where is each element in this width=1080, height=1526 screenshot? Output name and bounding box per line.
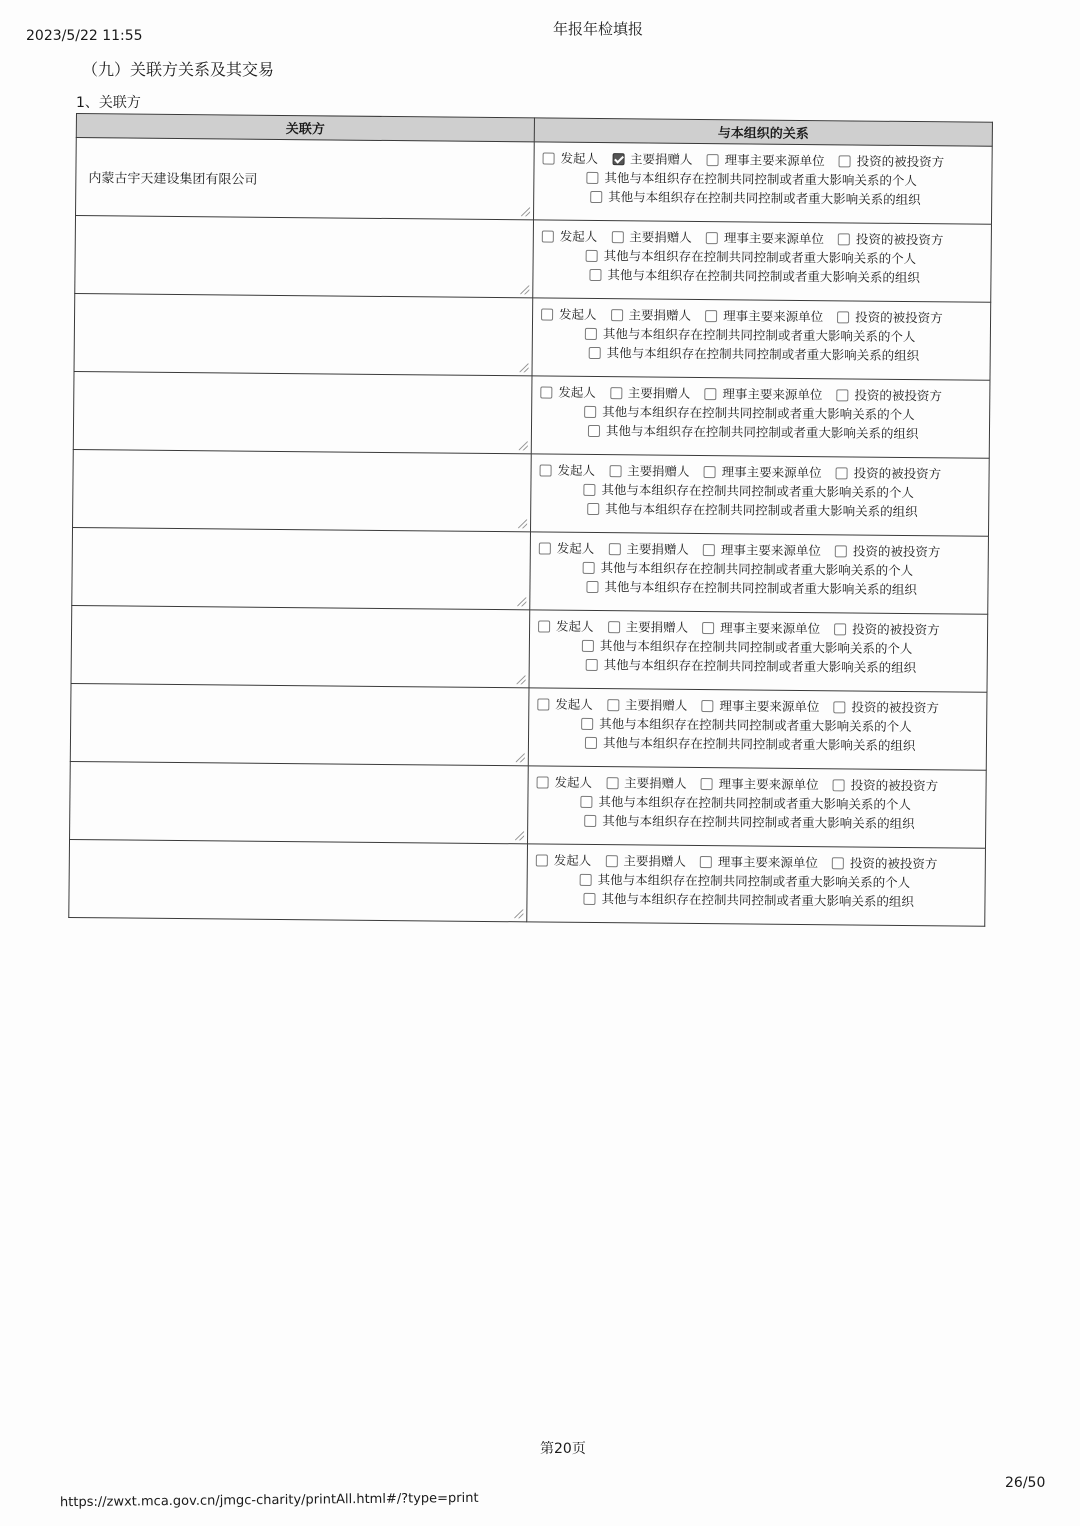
option-council-source[interactable] (705, 306, 823, 326)
option-label: 其他与本组织存在控制共同控制或者重大影响关系的组织 (606, 345, 920, 364)
checkbox-icon[interactable] (834, 623, 846, 635)
option-other-org[interactable] (590, 187, 921, 209)
relation-cell (532, 298, 991, 380)
option-other-org[interactable] (583, 889, 914, 911)
option-invested[interactable] (836, 385, 942, 405)
option-other-org[interactable] (585, 733, 916, 755)
checkbox-icon[interactable] (585, 736, 597, 748)
option-founder[interactable] (537, 694, 593, 714)
option-council-source[interactable] (700, 852, 818, 872)
option-label: 其他与本组织存在控制共同控制或者重大影响关系的个人 (599, 638, 913, 657)
option-label: 发起人 (554, 774, 593, 790)
option-founder[interactable] (542, 226, 598, 246)
option-label: 主要捐赠人 (630, 151, 693, 167)
table-row (70, 761, 987, 848)
option-founder[interactable] (538, 616, 594, 636)
option-label: 其他与本组织存在控制共同控制或者重大影响关系的组织 (607, 267, 921, 286)
table-row (71, 605, 988, 692)
checkbox-icon[interactable] (584, 405, 596, 417)
option-other-org[interactable] (586, 577, 917, 599)
checkbox-icon[interactable] (608, 621, 620, 633)
option-label: 理事主要来源单位 (722, 386, 823, 403)
resize-grip-icon[interactable] (516, 753, 525, 762)
option-label: 其他与本组织存在控制共同控制或者重大影响关系的组织 (605, 423, 919, 442)
resize-grip-icon[interactable] (520, 363, 529, 372)
related-party-name-cell[interactable] (75, 216, 534, 298)
option-label: 理事主要来源单位 (717, 854, 818, 871)
option-invested[interactable] (832, 853, 938, 873)
print-timestamp: 2023/5/22 11:55 (26, 28, 143, 44)
option-major-donor[interactable] (611, 305, 692, 325)
option-invested[interactable] (834, 619, 940, 639)
option-other-org[interactable] (584, 811, 915, 833)
option-label: 其他与本组织存在控制共同控制或者重大影响关系的组织 (604, 579, 918, 598)
table-row (73, 371, 990, 458)
checkbox-icon[interactable] (580, 873, 592, 885)
option-label: 发起人 (558, 384, 596, 401)
checkbox-icon[interactable] (539, 542, 551, 554)
column-header-party: 关联方 (76, 114, 534, 142)
checkbox-icon[interactable] (582, 639, 594, 651)
resize-grip-icon[interactable] (514, 909, 523, 918)
checkbox-icon[interactable] (583, 561, 595, 573)
option-major-donor[interactable] (610, 383, 691, 403)
checkbox-icon[interactable] (701, 778, 713, 790)
checkbox-icon[interactable] (540, 386, 552, 398)
option-invested[interactable] (839, 151, 945, 171)
related-party-name-cell[interactable] (73, 449, 532, 531)
option-major-donor[interactable] (608, 617, 689, 637)
checkbox-icon[interactable] (537, 698, 549, 710)
option-major-donor[interactable] (612, 149, 693, 169)
checkbox-icon[interactable] (538, 620, 550, 632)
page-number: 第20页 (540, 1441, 586, 1457)
related-party-name-cell[interactable] (76, 138, 535, 220)
option-council-source[interactable] (707, 150, 825, 170)
checkbox-icon[interactable] (611, 309, 623, 321)
resize-grip-icon[interactable] (521, 207, 530, 216)
option-major-donor[interactable] (608, 539, 689, 559)
related-party-name-cell[interactable] (69, 839, 528, 921)
table-row (76, 138, 993, 225)
option-label: 其他与本组织存在控制共同控制或者重大影响关系的个人 (602, 404, 915, 423)
option-label: 投资的被投资方 (850, 777, 939, 794)
option-label: 主要捐赠人 (625, 619, 689, 635)
checkbox-icon[interactable] (835, 545, 847, 557)
option-label: 其他与本组织存在控制共同控制或者重大影响关系的组织 (602, 813, 915, 832)
resize-grip-icon[interactable] (515, 831, 524, 840)
option-other-org[interactable] (589, 343, 920, 365)
related-party-name-cell[interactable] (71, 605, 530, 687)
checkbox-icon[interactable] (703, 544, 715, 556)
option-label: 其他与本组织存在控制共同控制或者重大影响关系的组织 (602, 735, 916, 754)
checkbox-icon[interactable] (587, 502, 599, 514)
option-invested[interactable] (833, 697, 939, 717)
checkbox-icon[interactable] (832, 857, 844, 869)
checkbox-icon[interactable] (704, 388, 716, 400)
option-other-org[interactable] (588, 421, 919, 443)
checkbox-icon[interactable] (707, 154, 719, 166)
option-invested[interactable] (837, 307, 943, 327)
option-invested[interactable] (833, 775, 939, 795)
option-label: 理事主要来源单位 (718, 776, 819, 793)
relation-cell (527, 844, 986, 926)
option-label: 投资的被投资方 (852, 621, 940, 638)
option-label: 投资的被投资方 (852, 543, 941, 560)
option-label: 发起人 (557, 462, 596, 478)
option-label: 其他与本组织存在控制共同控制或者重大影响关系的个人 (597, 872, 911, 891)
option-council-source[interactable] (706, 228, 824, 248)
option-label: 主要捐赠人 (628, 307, 692, 323)
option-label: 理事主要来源单位 (720, 620, 821, 637)
option-founder[interactable] (540, 460, 596, 480)
checkbox-icon[interactable] (586, 580, 598, 592)
section-title: （九）关联方关系及其交易 (82, 60, 275, 79)
option-invested[interactable] (836, 463, 942, 483)
checkbox-icon[interactable] (589, 346, 601, 358)
option-major-donor[interactable] (605, 851, 686, 871)
relation-cell (529, 610, 988, 692)
related-party-name-cell[interactable] (72, 527, 531, 609)
checkbox-icon[interactable] (838, 233, 850, 245)
checkbox-icon[interactable] (586, 658, 598, 670)
resize-grip-icon[interactable] (518, 519, 527, 528)
option-council-source[interactable] (701, 774, 819, 794)
related-party-table-wrapper (68, 113, 992, 946)
relation-cell (530, 532, 989, 614)
option-founder[interactable] (540, 382, 596, 402)
checkbox-icon[interactable] (606, 777, 618, 789)
relation-cell (528, 766, 987, 848)
table-row (74, 293, 991, 380)
option-label: 其他与本组织存在控制共同控制或者重大影响关系的个人 (601, 482, 914, 501)
resize-grip-icon[interactable] (517, 597, 526, 606)
resize-grip-icon[interactable] (520, 285, 529, 294)
option-label: 其他与本组织存在控制共同控制或者重大影响关系的个人 (603, 248, 917, 267)
option-major-donor[interactable] (607, 695, 688, 715)
option-label: 主要捐赠人 (623, 853, 686, 869)
table-row (75, 216, 992, 303)
option-other-org[interactable] (589, 265, 920, 287)
option-label: 投资的被投资方 (851, 699, 939, 716)
table-row (72, 527, 989, 614)
option-label: 其他与本组织存在控制共同控制或者重大影响关系的组织 (603, 657, 917, 676)
checkbox-icon[interactable] (700, 856, 712, 868)
related-party-name-cell[interactable] (74, 293, 533, 375)
relation-cell (531, 376, 990, 458)
option-invested[interactable] (838, 229, 944, 249)
checkbox-icon[interactable] (839, 155, 851, 167)
option-council-source[interactable] (704, 462, 822, 482)
option-invested[interactable] (835, 541, 941, 561)
checkbox-icon[interactable] (542, 230, 554, 242)
checkbox-checked-icon[interactable] (612, 153, 624, 165)
checkbox-icon[interactable] (585, 327, 597, 339)
option-founder[interactable] (537, 772, 593, 792)
checkbox-icon[interactable] (611, 231, 623, 243)
print-url: https://zwxt.mca.gov.cn/jmgc-charity/printAll.html#/?type=print (59, 1490, 479, 1511)
related-party-table (68, 113, 993, 927)
column-header-relation: 与本组织的关系 (534, 118, 992, 146)
relation-cell (531, 454, 990, 536)
option-label: 发起人 (560, 150, 599, 167)
option-label: 主要捐赠人 (627, 463, 690, 479)
option-label: 投资的被投资方 (855, 231, 944, 248)
checkbox-icon[interactable] (589, 268, 601, 280)
checkbox-icon[interactable] (706, 232, 718, 244)
print-page-count: 26/50 (1005, 1475, 1046, 1491)
option-council-source[interactable] (702, 618, 820, 638)
option-other-org[interactable] (586, 655, 917, 677)
checkbox-icon[interactable] (590, 190, 602, 202)
option-label: 主要捐赠人 (629, 229, 692, 245)
related-party-name: 内蒙古宇天建设集团有限公司 (88, 171, 258, 188)
checkbox-icon[interactable] (536, 854, 548, 866)
option-label: 其他与本组织存在控制共同控制或者重大影响关系的个人 (602, 326, 916, 345)
option-label: 投资的被投资方 (855, 309, 943, 326)
option-founder[interactable] (541, 304, 597, 324)
checkbox-icon[interactable] (609, 465, 621, 477)
option-major-donor[interactable] (606, 773, 687, 793)
subsection-title: 1、关联方 (76, 95, 141, 111)
checkbox-icon[interactable] (584, 814, 596, 826)
related-party-name-cell[interactable] (73, 371, 532, 453)
resize-grip-icon[interactable] (517, 675, 526, 684)
option-major-donor[interactable] (611, 227, 692, 247)
option-label: 主要捐赠人 (627, 385, 691, 401)
related-party-name-cell[interactable] (70, 761, 529, 843)
checkbox-icon[interactable] (583, 892, 595, 904)
relation-cell (533, 142, 992, 224)
checkbox-icon[interactable] (605, 855, 617, 867)
option-council-source[interactable] (703, 540, 821, 560)
option-label: 发起人 (559, 306, 597, 323)
checkbox-icon[interactable] (541, 308, 553, 320)
option-label: 理事主要来源单位 (720, 542, 821, 559)
relation-cell (528, 688, 987, 770)
option-label: 其他与本组织存在控制共同控制或者重大影响关系的个人 (604, 170, 917, 189)
table-body (69, 138, 992, 927)
checkbox-icon[interactable] (586, 249, 598, 261)
option-label: 理事主要来源单位 (723, 230, 824, 247)
checkbox-icon[interactable] (543, 152, 555, 164)
relation-cell (533, 220, 992, 302)
option-label: 理事主要来源单位 (719, 698, 820, 715)
checkbox-icon[interactable] (581, 717, 593, 729)
checkbox-icon[interactable] (583, 483, 595, 495)
checkbox-icon[interactable] (836, 467, 848, 479)
option-label: 主要捐赠人 (626, 541, 689, 557)
option-label: 其他与本组织存在控制共同控制或者重大影响关系的个人 (598, 794, 911, 813)
checkbox-icon[interactable] (588, 424, 600, 436)
table-row (70, 683, 987, 770)
option-label: 投资的被投资方 (849, 855, 938, 872)
checkbox-icon[interactable] (610, 387, 622, 399)
checkbox-icon[interactable] (540, 464, 552, 476)
option-founder[interactable] (539, 538, 595, 558)
checkbox-icon[interactable] (586, 171, 598, 183)
option-founder[interactable] (536, 850, 592, 870)
table-row (69, 839, 986, 926)
option-label: 其他与本组织存在控制共同控制或者重大影响关系的组织 (605, 501, 918, 520)
option-label: 其他与本组织存在控制共同控制或者重大影响关系的组织 (608, 189, 921, 208)
checkbox-icon[interactable] (704, 466, 716, 478)
option-label: 发起人 (556, 540, 595, 556)
option-label: 主要捐赠人 (624, 697, 688, 713)
option-council-source[interactable] (701, 696, 819, 716)
checkbox-icon[interactable] (580, 795, 592, 807)
option-founder[interactable] (542, 148, 598, 168)
option-major-donor[interactable] (609, 461, 690, 481)
option-label: 发起人 (556, 618, 594, 634)
option-label: 其他与本组织存在控制共同控制或者重大影响关系的个人 (599, 716, 912, 735)
checkbox-icon[interactable] (607, 699, 619, 711)
option-label: 投资的被投资方 (853, 465, 942, 482)
option-label: 理事主要来源单位 (723, 308, 824, 325)
checkbox-icon[interactable] (837, 311, 849, 323)
option-label: 主要捐赠人 (624, 775, 687, 791)
option-label: 其他与本组织存在控制共同控制或者重大影响关系的个人 (600, 560, 914, 579)
resize-grip-icon[interactable] (519, 441, 528, 450)
checkbox-icon[interactable] (705, 310, 717, 322)
checkbox-icon[interactable] (608, 543, 620, 555)
option-label: 投资的被投资方 (856, 153, 945, 170)
checkbox-icon[interactable] (702, 622, 714, 634)
option-label: 发起人 (553, 852, 592, 868)
option-label: 其他与本组织存在控制共同控制或者重大影响关系的组织 (601, 891, 915, 910)
option-label: 投资的被投资方 (854, 387, 942, 404)
checkbox-icon[interactable] (833, 779, 845, 791)
option-label: 理事主要来源单位 (721, 464, 822, 481)
checkbox-icon[interactable] (833, 701, 845, 713)
option-label: 发起人 (555, 696, 593, 712)
related-party-name-cell[interactable] (70, 683, 529, 765)
table-row (73, 449, 990, 536)
option-other-org[interactable] (587, 499, 918, 521)
option-label: 发起人 (559, 228, 598, 245)
checkbox-icon[interactable] (836, 389, 848, 401)
option-council-source[interactable] (704, 384, 822, 404)
checkbox-icon[interactable] (537, 776, 549, 788)
checkbox-icon[interactable] (701, 700, 713, 712)
page-header-title: 年报年检填报 (553, 20, 644, 38)
option-label: 理事主要来源单位 (724, 152, 825, 169)
